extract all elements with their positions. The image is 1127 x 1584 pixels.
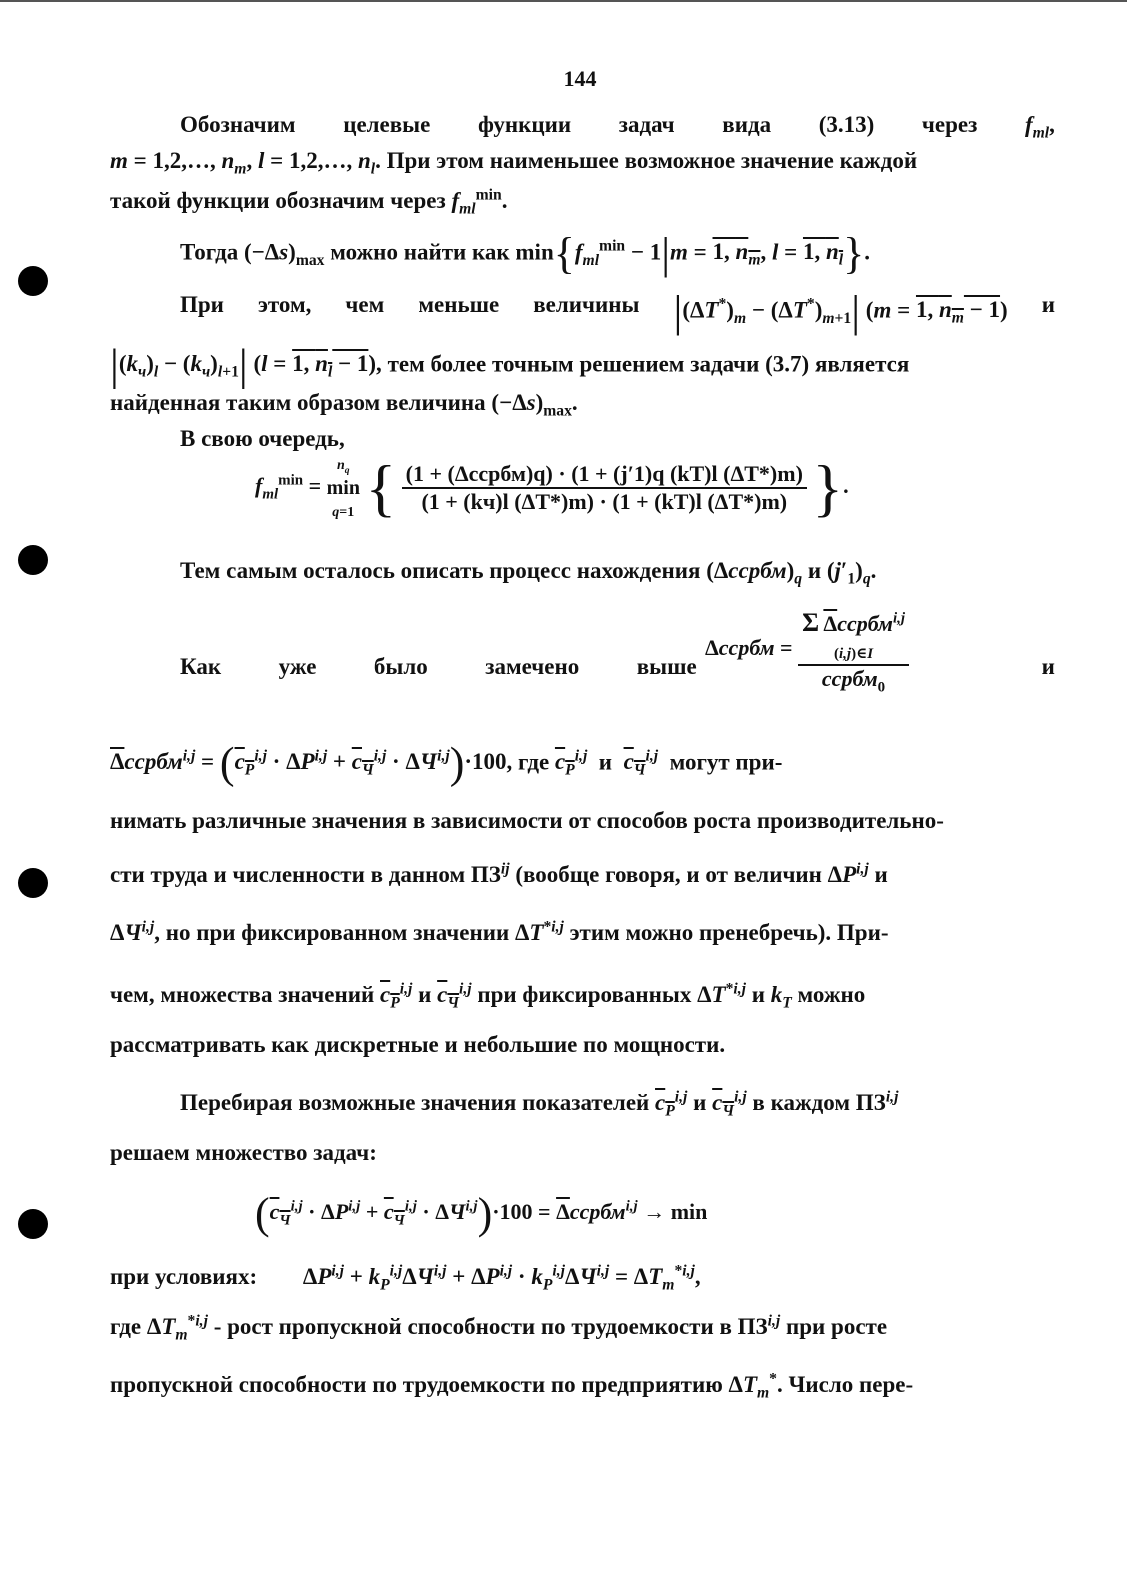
page-top-edge [0,0,1127,2]
paragraph-7-line-1: $\overline{\Delta}ссрбм^{i,j} = (c_P^{i,j} \cdot \Delta P^{i,j} + c_Ч^{i,j} \cdot \Delta Ч^{i,j})\cdot 100$, где $c_P^{i,j}$ и $c_Ч^{i,j}$ могут при- [110,739,783,788]
paragraph-1-line-3: такой функции обозначим через $f_{ml}^{min}$. [110,186,508,218]
binder-hole-3 [18,868,48,898]
paragraph-9-line-1: где $\Delta T_m^{*i,j}$ - рост пропускной способности по трудоемкости в ПЗ$^{i,j}$ при росте [110,1312,888,1344]
paragraph-3-line-1: При этом, чем меньше величины $|(\Delta T^*)_m - (\Delta T^*)_{m+1}|$ (m = 1, $n_m - 1$) и [180,287,1055,336]
paragraph-3-line-2: $|(k_ч)_l - (k_ч)_{l+1}|$ (l = 1, $n_l - 1$), тем более точным решением задачи (3.7) является [110,341,910,390]
k-difference-formula: $|(k_ч)_l - (k_ч)_{l+1}|$ (l = 1, $n_l - 1$), [110,341,382,390]
paragraph-9-line-2: пропускной способности по трудоемкости по предприятию $\Delta T_m^*$. Число пере- [110,1370,914,1402]
paragraph-4: В свою очередь, [180,426,345,451]
paragraph-7-line-2: нимать различные значения в зависимости от способов роста производительно- [110,808,944,833]
paragraph-6: Как уже было замечено выше и [180,654,1055,679]
conditions-line: при условиях: $\Delta P^{i,j} + k_P^{i,j}\Delta Ч^{i,j} + \Delta P^{i,j} \cdot k_P^{i,j}\Delta Ч^{i,j} = \Delta T_m^{*i,j}$, [110,1262,701,1294]
paragraph-8-line-1: Перебирая возможные значения показателей $c_P^{i,j}$ и $c_Ч^{i,j}$ в каждом ПЗ$^{i,j}$ [180,1088,899,1120]
paragraph-7-line-4: ΔЧ$^{i,j}$, но при фиксированном значении ΔT$^{*i,j}$ этим можно пренебречь). При- [110,918,889,945]
conditions-formula: $\Delta P^{i,j} + k_P^{i,j}\Delta Ч^{i,j} + \Delta P^{i,j} \cdot k_P^{i,j}\Delta Ч^{i,j} = \Delta T_m^{*i,j}$, [302,1262,701,1294]
binder-hole-2 [18,545,48,575]
formula-f-min-fraction: $\frac{\text{(1 + (Δссрбм)q) · (1 + (j′1)q (kT)l (ΔT*)m)}}{(1 + (kч)l (\Delta T*)m) \cdot (1 + (kT)l (\Delta T*)m)}$ [402,461,807,515]
paragraph-1-line-2: m = 1,2,…, $n_m$, l = 1,2,…, $n_l$. При этом наименьшее возможное значение каждой [110,148,918,178]
index-range-formula: m = 1,2,…, $n_m$, l = 1,2,…, $n_l$ [110,148,376,178]
paragraph-7-line-6: рассматривать как дискретные и небольшие по мощности. [110,1032,726,1057]
paragraph-3-line-3: найденная таким образом величина $(-\Delta s)_{max}$. [110,390,578,420]
binder-hole-1 [18,266,48,296]
formula-delta-ssrbm: Δссрбм = Σ $\overline{\Delta}ссрбм^{i,j}$ (i,j)∈I ссрбм$_0$ [705,608,909,692]
formula-f-min: $f_{ml}^{min} = n_q$ min q=1 { $\frac{\text{(1 + (Δссрбм)q) · (1 + (j′1)q (kT)l (ΔT*)m)}}{(1 + (kч)l (\Delta T*)m) \cdot (1 + (kT)l (\Delta T*)m)}$ }. [255,452,849,523]
page-number: 144 [563,66,597,91]
paragraph-2: Тогда $(-\Delta s)_{max}$ можно найти как $\min\{f_{ml}^{min} - 1|m = 1$, $n_m$, l = 1, $n_l$}. [180,229,870,278]
paragraph-5: Тем самым осталось описать процесс нахождения $(\Delta ссрбм)_q$ и $(j'_1)_q$. [180,558,877,588]
paragraph-7-line-5: чем, множества значений $c_P^{i,j}$ и $c_Ч^{i,j}$ при фиксированных ΔT$^{*i,j}$ и $k_T$ можно [110,980,866,1012]
binder-hole-4 [18,1209,48,1239]
formula-delta-ssrbm-ij: $\overline{\Delta}ссрбм^{i,j} = (c_P^{i,j} \cdot \Delta P^{i,j} + c_Ч^{i,j} \cdot \Delta Ч^{i,j})\cdot 100$, [110,739,513,788]
delta-t-difference-formula: $|(\Delta T^*)_m - (\Delta T^*)_{m+1}|$ (m = 1, $n_m - 1$) [673,287,1008,336]
formula-minimization: $(c_Ч^{i,j} \cdot \Delta P^{i,j} + c_Ч^{i,j} \cdot \Delta Ч^{i,j})\cdot 100$ = $\overline{\Delta}ссрбм^{i,j} \to \min$ [255,1189,708,1238]
paragraph-7-line-3: сти труда и численности в данном $ПЗ^{ij}$ (вообще говоря, и от величин ΔP$^{i,j}$ и [110,860,888,887]
paragraph-8-line-2: решаем множество задач: [110,1140,377,1165]
paragraph-1-line-1: Обозначим целевые функции задач вида (3.13) через $f_{ml}$, [180,112,1055,142]
